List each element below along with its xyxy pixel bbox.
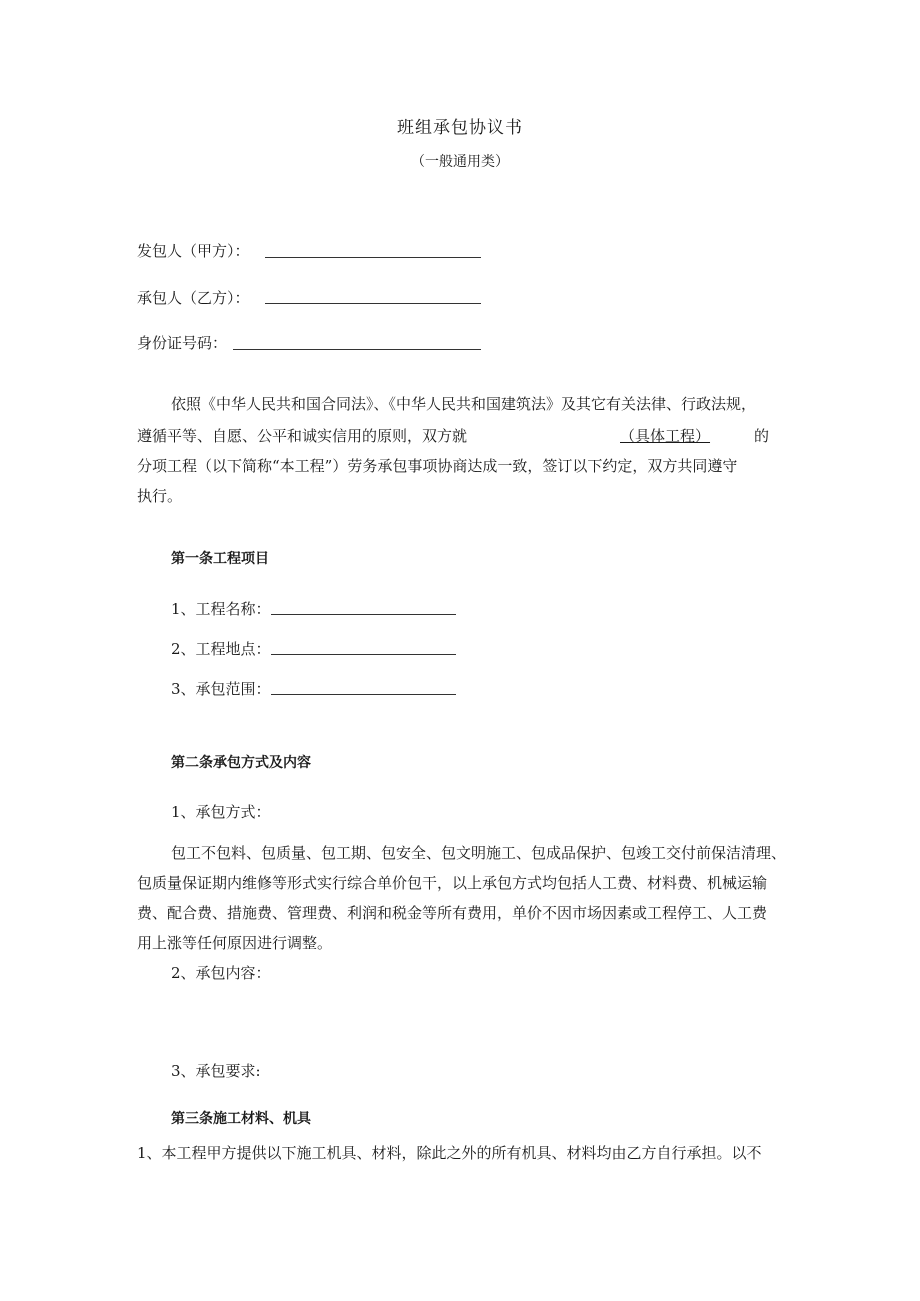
article-2-heading: 第二条承包方式及内容 <box>171 755 311 771</box>
project-location-blank <box>271 639 456 655</box>
preamble-line-3: 分项工程（以下简称“本工程”）劳务承包事项协商达成一致，签订以下约定，双方共同遵守 <box>137 457 738 475</box>
method-line-2: 包质量保证期内维修等形式实行综合单价包干，以上承包方式均包括人工费、材料费、机械运输 <box>137 874 768 892</box>
party-b-row <box>137 287 250 308</box>
contract-requirement-label: 3、承包要求: <box>171 1062 261 1080</box>
preamble-line-4: 执行。 <box>137 487 183 505</box>
method-line-3: 费、配合费、措施费、管理费、利润和税金等所有费用，单价不因市场因素或工程停工、人工费 <box>137 904 768 922</box>
contract-method-label: 1、承包方式： <box>171 803 271 821</box>
party-a-blank <box>265 242 481 258</box>
project-name-blank <box>271 599 456 615</box>
id-row <box>137 332 227 353</box>
id-blank <box>233 334 481 350</box>
contract-content-label: 2、承包内容： <box>171 964 271 982</box>
project-location-label: 2、工程地点： <box>171 640 271 658</box>
party-a-row <box>137 240 250 261</box>
article-3-heading: 第三条施工材料、机具 <box>171 1111 311 1127</box>
party-b-blank <box>265 288 481 304</box>
article-3-item-1: 1、本工程甲方提供以下施工机具、材料，除此之外的所有机具、材料均由乙方自行承担。以不 <box>137 1144 762 1162</box>
project-placeholder: （具体工程） <box>620 427 711 445</box>
document-subtitle: （一般通用类） <box>411 154 509 170</box>
preamble-line-1: 依照《中华人民共和国合同法》、《中华人民共和国建筑法》及其它有关法律、行政法规， <box>171 395 757 413</box>
preamble-line-2-end: 的 <box>754 427 770 445</box>
document-title: 班组承包协议书 <box>397 118 523 138</box>
party-b-label: 承包人（乙方）： <box>137 289 250 307</box>
method-line-4: 用上涨等任何原因进行调整。 <box>137 934 333 952</box>
contract-scope-blank <box>271 679 456 695</box>
preamble-line-2-start: 遵循平等、自愿、公平和诚实信用的原则，双方就 <box>137 427 468 445</box>
method-line-1: 包工不包料、包质量、包工期、包安全、包文明施工、包成品保护、包竣工交付前保洁清理、 <box>171 844 787 862</box>
id-label: 身份证号码： <box>137 334 228 352</box>
contract-scope-label: 3、承包范围： <box>171 680 271 698</box>
project-name-label: 1、工程名称： <box>171 600 271 618</box>
party-a-label: 发包人（甲方）： <box>137 242 250 260</box>
article-1-heading: 第一条工程项目 <box>171 551 269 567</box>
